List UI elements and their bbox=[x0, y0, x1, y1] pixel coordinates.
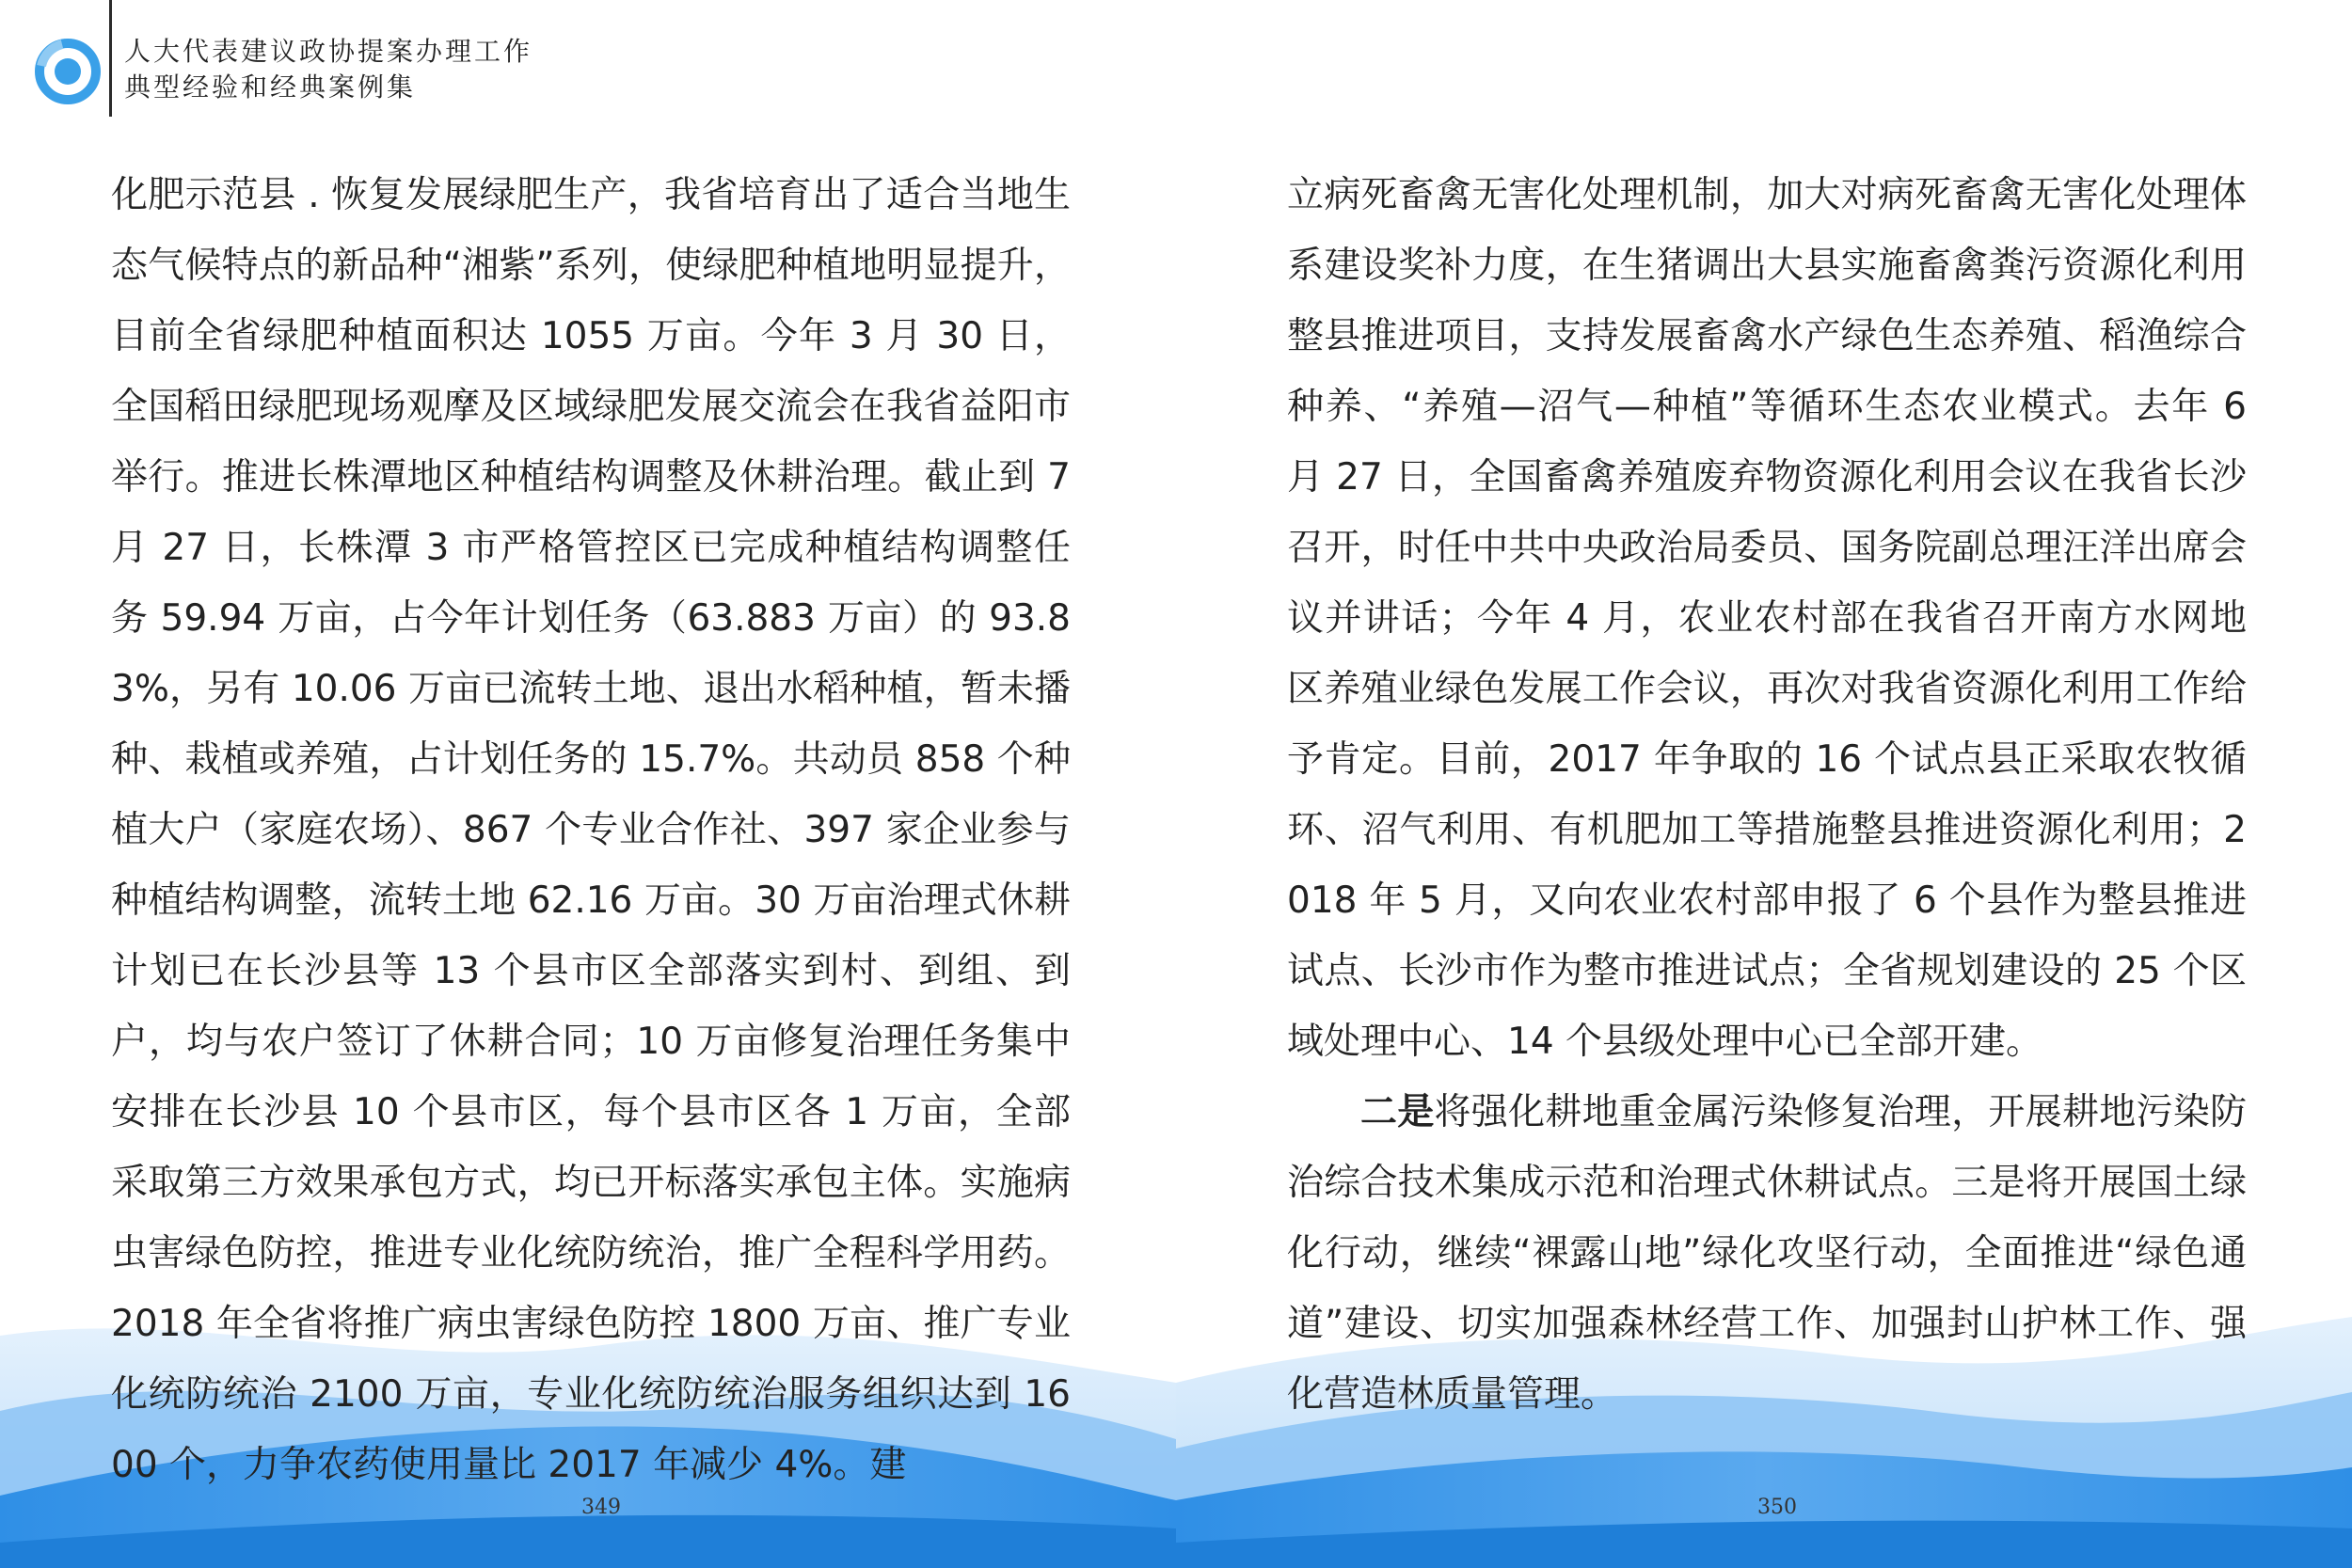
right-paragraph-2 bbox=[1287, 1077, 2247, 1430]
ring-logo-icon bbox=[34, 38, 102, 105]
right-page-body bbox=[1287, 160, 2247, 1430]
book-title bbox=[124, 34, 532, 105]
header-divider bbox=[109, 0, 112, 117]
book-title-line2: 典型经验和经典案例集 bbox=[124, 71, 417, 103]
left-page-body bbox=[111, 160, 1071, 1500]
paragraph-text: 将强化耕地重金属污染修复治理，开展耕地污染防治综合技术集成示范和治理式休耕试点。三是将开展国土绿化行动，继续“裸露山地”绿化攻坚行动，全面推进“绿色通道”建设、切实加强森林经营工作、加强封山护林工作、强化营造林质量管理。 bbox=[1287, 1091, 2247, 1416]
right-paragraph-1: 立病死畜禽无害化处理机制，加大对病死畜禽无害化处理体系建设奖补力度，在生猪调出大县实施畜禽粪污资源化利用整县推进项目，支持发展畜禽水产绿色生态养殖、稻渔综合种养、“养殖—沼气—种植”等循环生态农业模式。去年 6 月 27 日，全国畜禽养殖废弃物资源化利用会议在我省长沙召开，时任中共中央政治局委员、国务院副总理汪洋出席会议并讲话；今年 4 月，农业农村部在我省召开南方水网地区养殖业绿色发展工作会议，再次对我省资源化利用工作给予肯定。目前，2017 年争取的 16 个试点县正采取农牧循环、沼气利用、有机肥加工等措施整县推进资源化利用；2018 年 5 月，又向农业农村部申报了 6 个县作为整县推进试点、长沙市作为整市推进试点；全省规划建设的 25 个区域处理中心、14 个县级处理中心已全部开建。 bbox=[1287, 174, 2247, 1063]
book-title-line1: 人大代表建议政协提案办理工作 bbox=[124, 36, 533, 67]
paragraph-lead: 二是 bbox=[1360, 1091, 1435, 1133]
book-header bbox=[0, 0, 753, 122]
left-paragraph-1: 化肥示范县 . 恢复发展绿肥生产，我省培育出了适合当地生态气候特点的新品种“湘紫”系列，使绿肥种植地明显提升，目前全省绿肥种植面积达 1055 万亩。今年 3 月 30 日，全国稻田绿肥现场观摩及区域绿肥发展交流会在我省益阳市举行。推进长株潭地区种植结构调整及休耕治理。截止到 7 月 27 日，长株潭 3 市严格管控区已完成种植结构调整任务 59.94 万亩，占今年计划任务（63.883 万亩）的 93.83%，另有 10.06 万亩已流转土地、退出水稻种植，暂未播种、栽植或养殖，占计划任务的 15.7%。共动员 858 个种植大户（家庭农场）、867 个专业合作社、397 家企业参与种植结构调整，流转土地 62.16 万亩。30 万亩治理式休耕计划已在长沙县等 13 个县市区全部落实到村、到组、到户，均与农户签订了休耕合同；10 万亩修复治理任务集中安排在长沙县 10 个县市区，每个县市区各 1 万亩，全部采取第三方效果承包方式，均已开标落实承包主体。实施病虫害绿色防控，推进专业化统防统治，推广全程科学用药。2018 年全省将推广病虫害绿色防控 1800 万亩、推广专业化统防统治 2100 万亩，专业化统防统治服务组织达到 1600 个，力争农药使用量比 2017 年减少 4%。建 bbox=[111, 174, 1071, 1486]
page-number-right: 350 bbox=[1757, 1496, 1797, 1519]
page-number-left: 349 bbox=[581, 1496, 621, 1519]
